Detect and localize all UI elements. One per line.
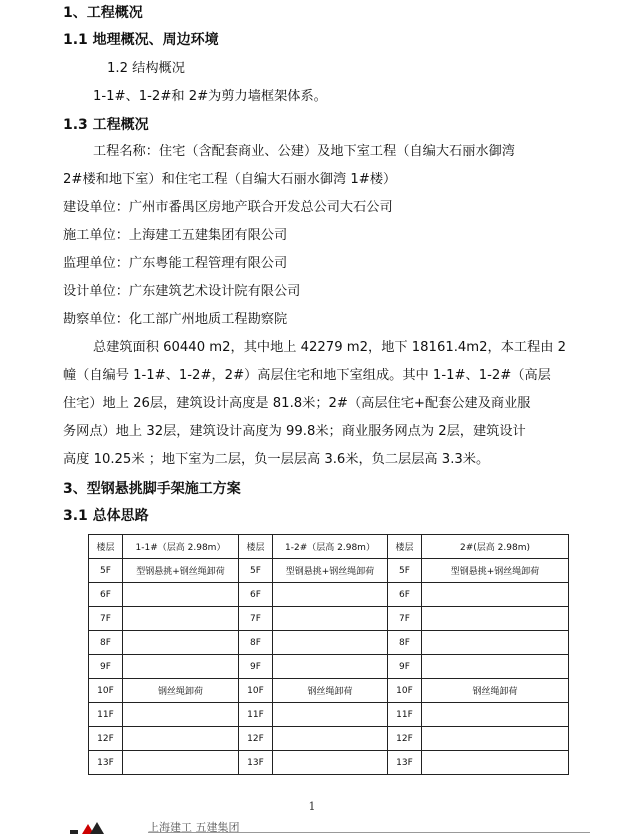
measure-cell	[422, 583, 569, 607]
measure-cell	[422, 727, 569, 751]
footer-rule	[148, 832, 590, 833]
measure-cell	[273, 583, 388, 607]
floor-cell: 8F	[89, 631, 123, 655]
measure-cell: 钢丝绳卸荷	[273, 679, 388, 703]
floor-cell: 9F	[89, 655, 123, 679]
measure-cell	[422, 703, 569, 727]
structure-text: 1-1#、1-2#和 2#为剪力墙框架体系。	[93, 89, 327, 104]
heading-overall-plan: 3.1 总体思路	[63, 508, 149, 524]
measure-cell: 型钢悬挑+钢丝绳卸荷	[422, 559, 569, 583]
summary-line-3: 住宅）地上 26层，建筑设计高度是 81.8米；2#（高层住宅+配套公建及商业服	[63, 396, 531, 411]
heading-project: 1.3 工程概况	[63, 117, 149, 133]
measure-cell	[123, 703, 239, 727]
measure-cell: 型钢悬挑+钢丝绳卸荷	[123, 559, 239, 583]
project-name-line-1: 工程名称：住宅（含配套商业、公建）及地下室工程（自编大石丽水御湾	[93, 144, 515, 159]
floor-cell: 12F	[89, 727, 123, 751]
measure-cell	[273, 703, 388, 727]
unit-line-owner: 建设单位：广州市番禺区房地产联合开发总公司大石公司	[63, 200, 393, 215]
table-header-row	[89, 535, 569, 559]
floor-cell: 13F	[89, 751, 123, 775]
summary-line-4: 务网点）地上 32层，建筑设计高度为 99.8米；商业服务网点为 2层，建筑设计	[63, 424, 526, 439]
measure-cell	[123, 631, 239, 655]
floor-cell: 11F	[388, 703, 422, 727]
project-name-line-2: 2#楼和地下室）和住宅工程（自编大石丽水御湾 1#楼）	[63, 172, 397, 187]
floor-cell: 13F	[388, 751, 422, 775]
measure-cell	[422, 607, 569, 631]
unit-line-survey: 勘察单位：化工部广州地质工程勘察院	[63, 312, 288, 327]
unit-line-designer: 设计单位：广东建筑艺术设计院有限公司	[63, 284, 301, 299]
table-row	[89, 703, 569, 727]
floor-cell: 8F	[239, 631, 273, 655]
building-1-2-header: 1-2#（层高 2.98m）	[273, 535, 388, 559]
measure-cell	[273, 727, 388, 751]
measure-cell	[273, 655, 388, 679]
measure-cell	[123, 751, 239, 775]
table-row	[89, 727, 569, 751]
floor-header-2: 楼层	[239, 535, 273, 559]
floor-cell: 11F	[89, 703, 123, 727]
floor-cell: 13F	[239, 751, 273, 775]
floor-cell: 5F	[239, 559, 273, 583]
floor-cell: 5F	[388, 559, 422, 583]
measure-cell	[273, 631, 388, 655]
company-logo-icon	[70, 821, 110, 835]
floor-cell: 9F	[239, 655, 273, 679]
floor-cell: 10F	[388, 679, 422, 703]
table-row	[89, 559, 569, 583]
measure-cell	[422, 655, 569, 679]
floor-cell: 6F	[388, 583, 422, 607]
floor-cell: 10F	[89, 679, 123, 703]
floor-cell: 7F	[239, 607, 273, 631]
measure-cell	[422, 631, 569, 655]
summary-line-1: 总建筑面积 60440 m2，其中地上 42279 m2，地下 18161.4m2，本工程由 2	[93, 340, 567, 355]
building-2-header: 2#(层高 2.98m)	[422, 535, 569, 559]
footer-company-text: 上海建工 五建集团	[148, 821, 240, 834]
summary-line-5: 高度 10.25米 ；地下室为二层，负一层层高 3.6米，负二层层高 3.3米。	[63, 452, 490, 467]
measure-cell: 钢丝绳卸荷	[123, 679, 239, 703]
table-row	[89, 583, 569, 607]
floor-cell: 6F	[239, 583, 273, 607]
measure-cell	[123, 583, 239, 607]
measure-cell: 型钢悬挑+钢丝绳卸荷	[273, 559, 388, 583]
table-row	[89, 679, 569, 703]
table-row	[89, 631, 569, 655]
table-row	[89, 655, 569, 679]
floor-header-3: 楼层	[388, 535, 422, 559]
measure-cell	[123, 607, 239, 631]
floor-cell: 7F	[89, 607, 123, 631]
summary-line-2: 幢（自编号 1-1#、1-2#，2#）高层住宅和地下室组成。其中 1-1#、1-2#（高层	[63, 368, 551, 383]
measure-cell: 钢丝绳卸荷	[422, 679, 569, 703]
measure-cell	[273, 607, 388, 631]
floor-cell: 12F	[388, 727, 422, 751]
page-number: 1	[308, 800, 316, 813]
building-1-1-header: 1-1#（层高 2.98m）	[123, 535, 239, 559]
heading-geography: 1.1 地理概况、周边环境	[63, 32, 219, 48]
floor-cell: 9F	[388, 655, 422, 679]
measure-cell	[422, 751, 569, 775]
unit-line-supervisor: 监理单位：广东粤能工程管理有限公司	[63, 256, 288, 271]
floor-header-1: 楼层	[89, 535, 123, 559]
table-row	[89, 607, 569, 631]
table-row	[89, 751, 569, 775]
heading-section-3: 3、型钢悬挑脚手架施工方案	[63, 481, 241, 497]
page-footer	[70, 818, 590, 835]
measure-cell	[273, 751, 388, 775]
heading-section-1: 1、工程概况	[63, 5, 143, 21]
floor-cell: 6F	[89, 583, 123, 607]
scaffold-plan-table	[88, 534, 569, 775]
measure-cell	[123, 655, 239, 679]
floor-cell: 11F	[239, 703, 273, 727]
floor-cell: 5F	[89, 559, 123, 583]
measure-cell	[123, 727, 239, 751]
unit-line-contractor: 施工单位：上海建工五建集团有限公司	[63, 228, 288, 243]
floor-cell: 8F	[388, 631, 422, 655]
floor-cell: 10F	[239, 679, 273, 703]
heading-structure: 1.2 结构概况	[107, 61, 185, 76]
floor-cell: 12F	[239, 727, 273, 751]
floor-cell: 7F	[388, 607, 422, 631]
